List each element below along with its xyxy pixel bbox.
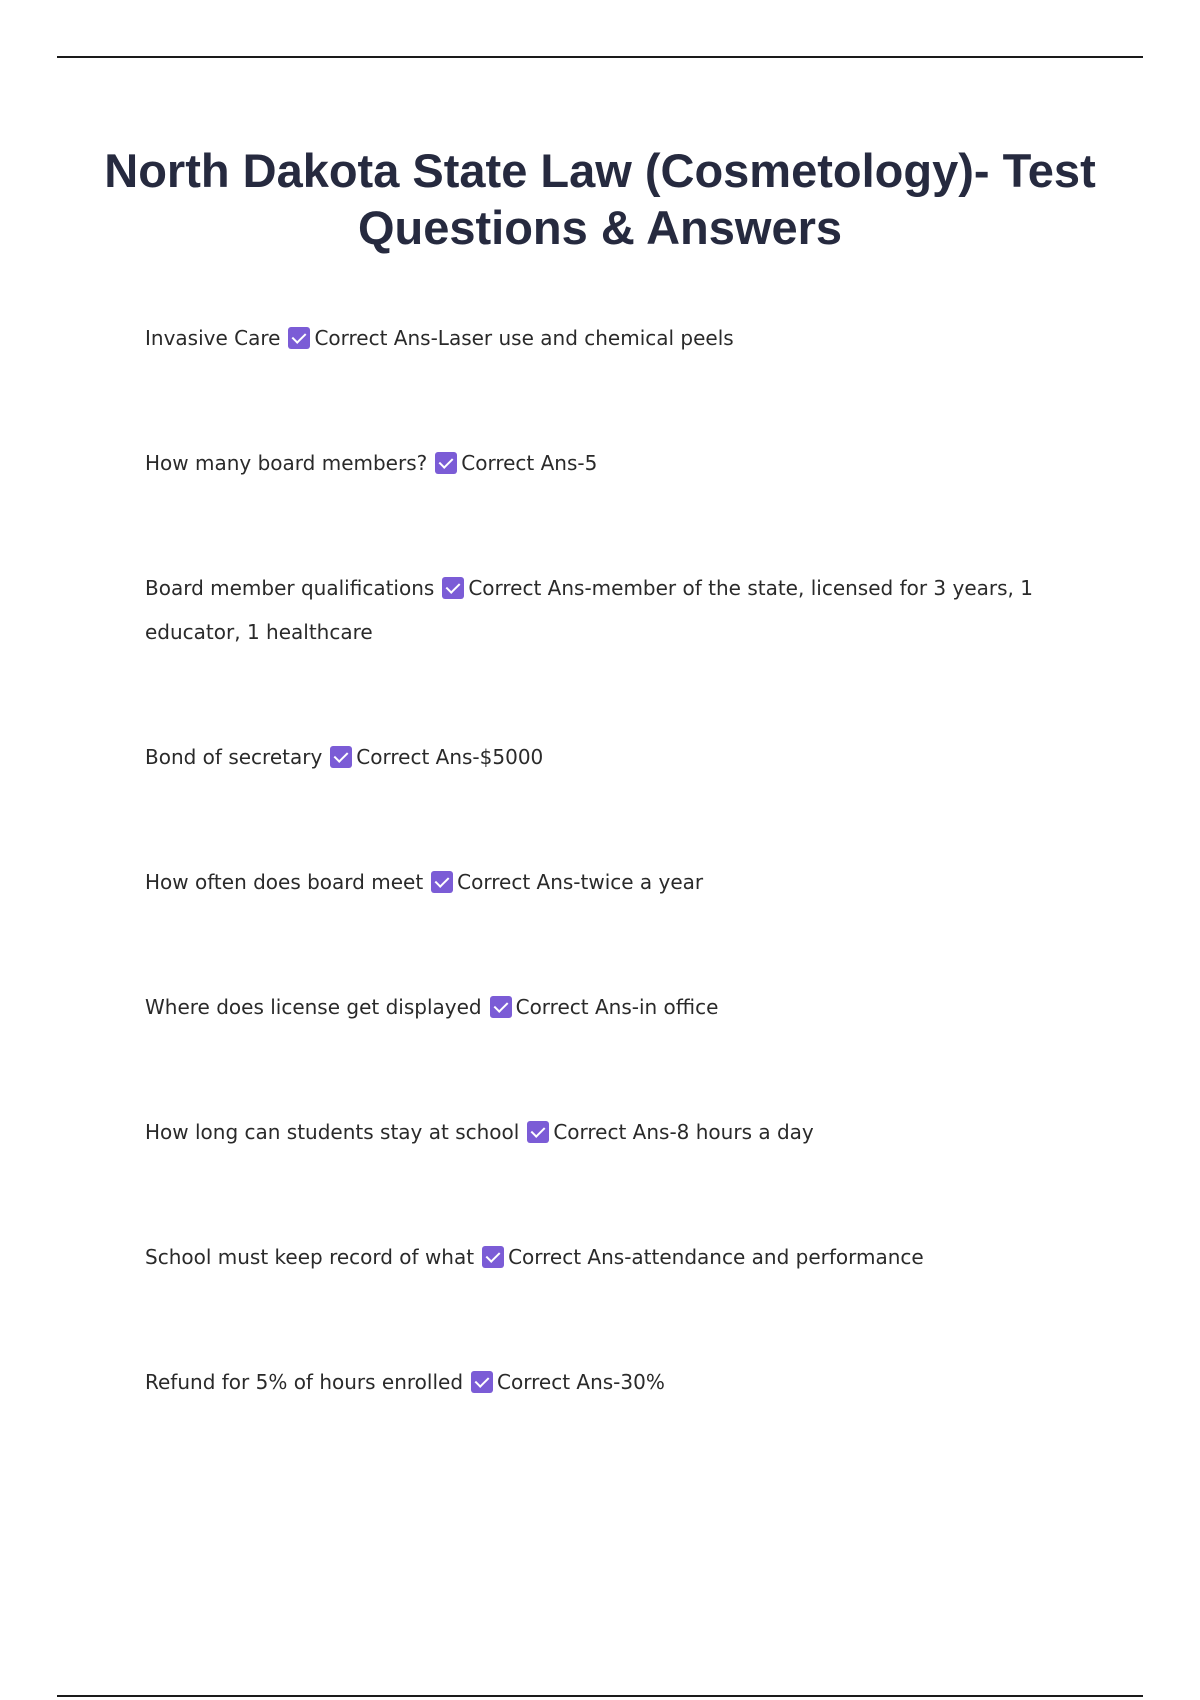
question-text: Board member qualifications [145,576,435,600]
question-text: How long can students stay at school [145,1120,520,1144]
question-text: Bond of secretary [145,745,323,769]
checkbox-checked-icon [435,452,457,474]
question-text: How many board members? [145,451,428,475]
top-divider [57,56,1143,58]
checkbox-checked-icon [442,577,464,599]
answer-text: Correct Ans-member of the state, licensed for 3 years, 1 educator, 1 healthcare [145,576,1033,644]
qa-item [145,1235,1045,1279]
answer-text: Correct Ans-twice a year [457,870,704,894]
bottom-divider [57,1695,1143,1697]
answer-text: Correct Ans-30% [497,1370,665,1394]
answer-text: Correct Ans-5 [461,451,598,475]
question-text: Where does license get displayed [145,995,482,1019]
checkbox-checked-icon [431,871,453,893]
checkbox-checked-icon [330,746,352,768]
question-text: How often does board meet [145,870,424,894]
answer-text: Correct Ans-$5000 [356,745,544,769]
answer-text: Correct Ans-attendance and performance [508,1245,924,1269]
qa-list [145,316,1045,1404]
qa-item [145,566,1045,654]
answer-text: Correct Ans-8 hours a day [553,1120,814,1144]
qa-item [145,985,1045,1029]
qa-item [145,316,1045,360]
checkbox-checked-icon [471,1371,493,1393]
question-text: Refund for 5% of hours enrolled [145,1370,464,1394]
document-title: North Dakota State Law (Cosmetology)- Test Questions & Answers [104,144,1096,254]
answer-text: Correct Ans-in office [515,995,719,1019]
qa-item [145,860,1045,904]
question-text: Invasive Care [145,326,281,350]
qa-item [145,1110,1045,1154]
checkbox-checked-icon [527,1121,549,1143]
checkbox-checked-icon [288,327,310,349]
qa-item [145,735,1045,779]
checkbox-checked-icon [490,996,512,1018]
answer-text: Correct Ans-Laser use and chemical peels [314,326,734,350]
question-text: School must keep record of what [145,1245,475,1269]
checkbox-checked-icon [482,1246,504,1268]
qa-item [145,1360,1045,1404]
qa-item [145,441,1045,485]
